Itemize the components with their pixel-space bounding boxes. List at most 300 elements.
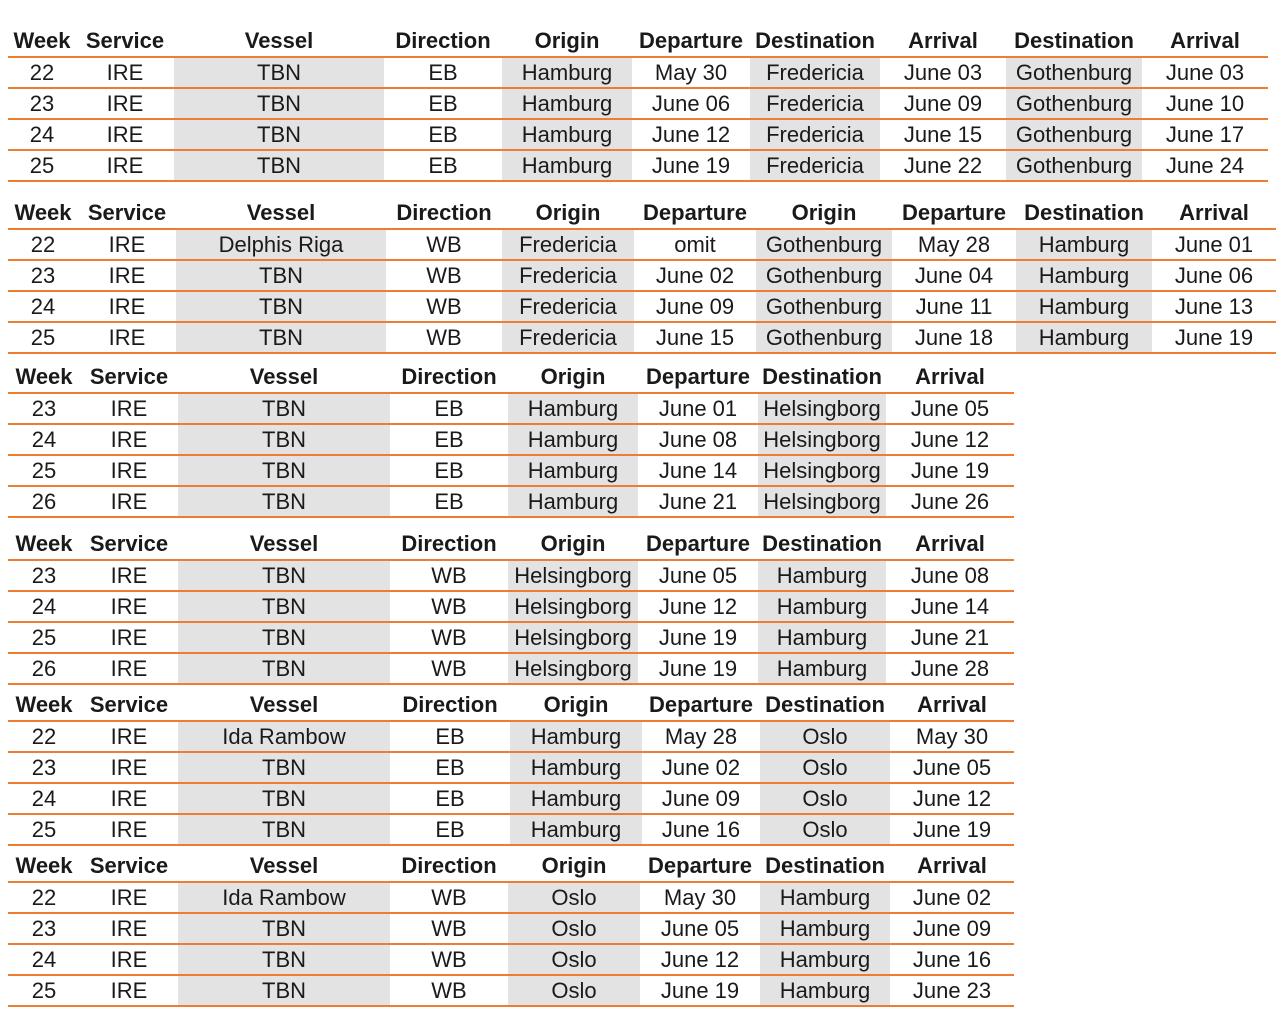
cell-origin: Fredericia <box>502 260 634 291</box>
column-header-service: Service <box>80 690 178 721</box>
table-row <box>8 486 1014 517</box>
cell-service: IRE <box>78 260 176 291</box>
cell-vessel: TBN <box>174 88 384 119</box>
cell-week: 26 <box>8 653 80 684</box>
cell-direction: EB <box>384 88 502 119</box>
column-header-week: Week <box>8 198 78 229</box>
cell-vessel: Ida Rambow <box>178 721 390 752</box>
cell-service: IRE <box>80 975 178 1006</box>
cell-direction: WB <box>390 653 508 684</box>
table-row <box>8 424 1014 455</box>
cell-arrival: June 19 <box>1152 322 1276 353</box>
schedule-grid <box>8 362 1014 518</box>
cell-arrival: June 12 <box>886 424 1014 455</box>
table-row <box>8 150 1268 181</box>
cell-arrival: June 23 <box>890 975 1014 1006</box>
cell-arrival: June 05 <box>886 393 1014 424</box>
cell-destination: Hamburg <box>1016 260 1152 291</box>
cell-origin: Helsingborg <box>508 653 638 684</box>
cell-origin: Oslo <box>508 975 640 1006</box>
cell-service: IRE <box>80 622 178 653</box>
cell-arrival: June 26 <box>886 486 1014 517</box>
cell-week: 23 <box>8 393 80 424</box>
column-header-direction: Direction <box>390 851 508 882</box>
schedule-table-4 <box>8 529 1014 685</box>
cell-vessel: TBN <box>176 322 386 353</box>
cell-direction: WB <box>390 591 508 622</box>
cell-vessel: TBN <box>178 393 390 424</box>
cell-vessel: TBN <box>178 622 390 653</box>
table-row <box>8 913 1014 944</box>
cell-origin: Hamburg <box>502 57 632 88</box>
cell-week: 22 <box>8 721 80 752</box>
cell-departure: June 19 <box>638 653 758 684</box>
cell-departure: June 05 <box>638 560 758 591</box>
cell-arrival: May 30 <box>890 721 1014 752</box>
cell-direction: EB <box>390 455 508 486</box>
schedule-grid <box>8 26 1268 182</box>
cell-arrival: June 22 <box>880 150 1006 181</box>
table-row <box>8 260 1276 291</box>
cell-direction: WB <box>390 882 508 913</box>
cell-destination: Helsingborg <box>758 455 886 486</box>
column-header-direction: Direction <box>386 198 502 229</box>
cell-destination: Oslo <box>760 721 890 752</box>
column-header-direction: Direction <box>390 690 510 721</box>
cell-direction: WB <box>390 622 508 653</box>
header-row <box>8 26 1268 57</box>
table-row <box>8 752 1014 783</box>
column-header-departure: Departure <box>638 362 758 393</box>
column-header-destination: Destination <box>760 690 890 721</box>
cell-direction: EB <box>384 150 502 181</box>
cell-direction: EB <box>384 119 502 150</box>
cell-vessel: TBN <box>178 591 390 622</box>
cell-vessel: TBN <box>178 486 390 517</box>
cell-arrival: June 01 <box>1152 229 1276 260</box>
cell-departure: June 11 <box>892 291 1016 322</box>
table-row <box>8 560 1014 591</box>
cell-week: 24 <box>8 291 78 322</box>
cell-destination: Helsingborg <box>758 393 886 424</box>
column-header-vessel: Vessel <box>176 198 386 229</box>
cell-destination: Hamburg <box>758 653 886 684</box>
cell-origin: Hamburg <box>510 783 642 814</box>
cell-departure: June 21 <box>638 486 758 517</box>
column-header-destination: Destination <box>758 362 886 393</box>
cell-departure: June 18 <box>892 322 1016 353</box>
cell-week: 24 <box>8 424 80 455</box>
schedule-table-2 <box>8 198 1276 354</box>
cell-week: 25 <box>8 622 80 653</box>
table-row <box>8 119 1268 150</box>
column-header-week: Week <box>8 529 80 560</box>
cell-service: IRE <box>78 322 176 353</box>
cell-departure: June 08 <box>638 424 758 455</box>
column-header-arrival: Arrival <box>1142 26 1268 57</box>
table-row <box>8 591 1014 622</box>
cell-vessel: TBN <box>178 424 390 455</box>
schedule-table-5 <box>8 690 1014 846</box>
column-header-week: Week <box>8 690 80 721</box>
column-header-departure: Departure <box>892 198 1016 229</box>
column-header-arrival: Arrival <box>890 851 1014 882</box>
cell-arrival: June 02 <box>890 882 1014 913</box>
column-header-origin: Origin <box>510 690 642 721</box>
cell-origin: Gothenburg <box>756 322 892 353</box>
cell-service: IRE <box>80 653 178 684</box>
cell-origin: Hamburg <box>502 150 632 181</box>
table-row <box>8 814 1014 845</box>
cell-departure: June 19 <box>640 975 760 1006</box>
cell-origin: Hamburg <box>510 721 642 752</box>
cell-vessel: TBN <box>178 913 390 944</box>
cell-direction: WB <box>390 913 508 944</box>
cell-week: 25 <box>8 814 80 845</box>
cell-direction: EB <box>390 814 510 845</box>
schedule-table-6 <box>8 851 1014 1007</box>
cell-direction: EB <box>390 424 508 455</box>
cell-direction: WB <box>390 944 508 975</box>
column-header-vessel: Vessel <box>174 26 384 57</box>
cell-service: IRE <box>80 560 178 591</box>
cell-direction: WB <box>386 260 502 291</box>
cell-week: 22 <box>8 229 78 260</box>
table-row <box>8 291 1276 322</box>
cell-arrival: June 19 <box>890 814 1014 845</box>
column-header-vessel: Vessel <box>178 362 390 393</box>
cell-departure: June 01 <box>638 393 758 424</box>
cell-direction: WB <box>390 975 508 1006</box>
cell-arrival: June 15 <box>880 119 1006 150</box>
schedule-table-3 <box>8 362 1014 518</box>
header-row <box>8 529 1014 560</box>
table-row <box>8 944 1014 975</box>
cell-week: 23 <box>8 752 80 783</box>
cell-departure: June 12 <box>632 119 750 150</box>
cell-week: 25 <box>8 322 78 353</box>
cell-destination: Fredericia <box>750 119 880 150</box>
cell-arrival: June 05 <box>890 752 1014 783</box>
cell-departure: June 16 <box>642 814 760 845</box>
cell-destination: Helsingborg <box>758 424 886 455</box>
cell-week: 24 <box>8 783 80 814</box>
cell-direction: WB <box>390 560 508 591</box>
cell-arrival: June 19 <box>886 455 1014 486</box>
column-header-arrival: Arrival <box>886 529 1014 560</box>
cell-origin: Gothenburg <box>756 229 892 260</box>
cell-week: 23 <box>8 88 76 119</box>
table-row <box>8 455 1014 486</box>
cell-departure: June 14 <box>638 455 758 486</box>
cell-arrival: June 08 <box>886 560 1014 591</box>
cell-destination: Hamburg <box>758 622 886 653</box>
column-header-origin: Origin <box>508 851 640 882</box>
cell-week: 25 <box>8 150 76 181</box>
cell-destination: Fredericia <box>750 88 880 119</box>
cell-origin: Hamburg <box>508 486 638 517</box>
cell-origin: Hamburg <box>508 393 638 424</box>
cell-destination: Oslo <box>760 752 890 783</box>
cell-departure: June 12 <box>640 944 760 975</box>
cell-destination: Fredericia <box>750 57 880 88</box>
cell-service: IRE <box>76 150 174 181</box>
column-header-departure: Departure <box>642 690 760 721</box>
cell-departure: June 02 <box>634 260 756 291</box>
cell-origin: Fredericia <box>502 229 634 260</box>
column-header-week: Week <box>8 26 76 57</box>
cell-service: IRE <box>80 944 178 975</box>
cell-origin: Hamburg <box>508 424 638 455</box>
cell-origin: Helsingborg <box>508 622 638 653</box>
cell-direction: EB <box>390 752 510 783</box>
table-row <box>8 622 1014 653</box>
cell-week: 22 <box>8 57 76 88</box>
cell-service: IRE <box>80 486 178 517</box>
cell-origin: Hamburg <box>510 814 642 845</box>
cell-week: 23 <box>8 260 78 291</box>
column-header-arrival: Arrival <box>880 26 1006 57</box>
cell-service: IRE <box>80 882 178 913</box>
table-row <box>8 975 1014 1006</box>
cell-destination: Oslo <box>760 814 890 845</box>
cell-departure: May 28 <box>892 229 1016 260</box>
cell-departure: June 19 <box>638 622 758 653</box>
cell-direction: WB <box>386 291 502 322</box>
column-header-departure: Departure <box>640 851 760 882</box>
schedule-grid <box>8 198 1276 354</box>
cell-origin: Gothenburg <box>756 260 892 291</box>
cell-arrival: June 06 <box>1152 260 1276 291</box>
cell-origin: Oslo <box>508 913 640 944</box>
table-row <box>8 783 1014 814</box>
column-header-vessel: Vessel <box>178 851 390 882</box>
table-row <box>8 57 1268 88</box>
cell-arrival: June 09 <box>890 913 1014 944</box>
cell-vessel: TBN <box>176 291 386 322</box>
cell-arrival: June 13 <box>1152 291 1276 322</box>
column-header-arrival: Arrival <box>1152 198 1276 229</box>
cell-destination: Gothenburg <box>1006 150 1142 181</box>
cell-vessel: Ida Rambow <box>178 882 390 913</box>
cell-service: IRE <box>80 752 178 783</box>
cell-week: 23 <box>8 913 80 944</box>
cell-week: 22 <box>8 882 80 913</box>
cell-vessel: TBN <box>174 119 384 150</box>
cell-service: IRE <box>80 783 178 814</box>
column-header-vessel: Vessel <box>178 529 390 560</box>
cell-origin: Helsingborg <box>508 591 638 622</box>
column-header-direction: Direction <box>390 362 508 393</box>
column-header-direction: Direction <box>390 529 508 560</box>
cell-direction: EB <box>390 393 508 424</box>
column-header-destination: Destination <box>1016 198 1152 229</box>
cell-arrival: June 28 <box>886 653 1014 684</box>
cell-origin: Helsingborg <box>508 560 638 591</box>
cell-vessel: TBN <box>174 150 384 181</box>
column-header-service: Service <box>80 529 178 560</box>
column-header-week: Week <box>8 362 80 393</box>
cell-service: IRE <box>80 721 178 752</box>
table-row <box>8 653 1014 684</box>
column-header-origin: Origin <box>502 198 634 229</box>
schedule-grid <box>8 529 1014 685</box>
cell-vessel: TBN <box>174 57 384 88</box>
cell-departure: June 06 <box>632 88 750 119</box>
cell-arrival: June 17 <box>1142 119 1268 150</box>
cell-week: 26 <box>8 486 80 517</box>
cell-destination: Fredericia <box>750 150 880 181</box>
column-header-service: Service <box>78 198 176 229</box>
cell-arrival: June 14 <box>886 591 1014 622</box>
column-header-departure: Departure <box>632 26 750 57</box>
cell-arrival: June 12 <box>890 783 1014 814</box>
cell-direction: WB <box>386 229 502 260</box>
cell-origin: Fredericia <box>502 322 634 353</box>
schedule-table-1 <box>8 26 1268 182</box>
cell-vessel: TBN <box>178 975 390 1006</box>
cell-vessel: TBN <box>178 455 390 486</box>
cell-week: 23 <box>8 560 80 591</box>
cell-service: IRE <box>80 393 178 424</box>
cell-service: IRE <box>76 57 174 88</box>
cell-origin: Hamburg <box>510 752 642 783</box>
cell-destination: Hamburg <box>758 591 886 622</box>
header-row <box>8 362 1014 393</box>
cell-departure: June 15 <box>634 322 756 353</box>
column-header-service: Service <box>80 851 178 882</box>
cell-service: IRE <box>78 291 176 322</box>
column-header-departure: Departure <box>638 529 758 560</box>
column-header-week: Week <box>8 851 80 882</box>
cell-arrival: June 03 <box>1142 57 1268 88</box>
cell-week: 24 <box>8 944 80 975</box>
cell-origin: Oslo <box>508 882 640 913</box>
cell-service: IRE <box>80 913 178 944</box>
cell-vessel: Delphis Riga <box>176 229 386 260</box>
column-header-destination: Destination <box>758 529 886 560</box>
cell-vessel: TBN <box>178 560 390 591</box>
cell-destination: Hamburg <box>1016 291 1152 322</box>
cell-destination: Hamburg <box>760 944 890 975</box>
cell-origin: Hamburg <box>502 88 632 119</box>
cell-origin: Hamburg <box>502 119 632 150</box>
table-row <box>8 721 1014 752</box>
cell-service: IRE <box>76 119 174 150</box>
cell-destination: Helsingborg <box>758 486 886 517</box>
cell-arrival: June 10 <box>1142 88 1268 119</box>
cell-vessel: TBN <box>176 260 386 291</box>
table-row <box>8 229 1276 260</box>
cell-arrival: June 21 <box>886 622 1014 653</box>
cell-service: IRE <box>78 229 176 260</box>
cell-destination: Hamburg <box>1016 229 1152 260</box>
column-header-destination: Destination <box>1006 26 1142 57</box>
cell-departure: June 02 <box>642 752 760 783</box>
cell-destination: Gothenburg <box>1006 119 1142 150</box>
cell-origin: Hamburg <box>508 455 638 486</box>
cell-departure: May 30 <box>632 57 750 88</box>
column-header-origin: Origin <box>508 529 638 560</box>
cell-departure: May 30 <box>640 882 760 913</box>
cell-arrival: June 24 <box>1142 150 1268 181</box>
cell-departure: June 09 <box>634 291 756 322</box>
header-row <box>8 851 1014 882</box>
schedule-grid <box>8 690 1014 846</box>
cell-destination: Hamburg <box>760 882 890 913</box>
column-header-service: Service <box>76 26 174 57</box>
cell-week: 25 <box>8 455 80 486</box>
cell-direction: EB <box>390 721 510 752</box>
column-header-destination: Destination <box>750 26 880 57</box>
column-header-origin: Origin <box>508 362 638 393</box>
cell-destination: Hamburg <box>760 913 890 944</box>
column-header-departure: Departure <box>634 198 756 229</box>
table-row <box>8 882 1014 913</box>
cell-departure: June 09 <box>642 783 760 814</box>
cell-service: IRE <box>80 424 178 455</box>
cell-departure: June 04 <box>892 260 1016 291</box>
column-header-direction: Direction <box>384 26 502 57</box>
column-header-destination: Destination <box>760 851 890 882</box>
cell-departure: June 12 <box>638 591 758 622</box>
cell-departure: omit <box>634 229 756 260</box>
cell-week: 24 <box>8 591 80 622</box>
cell-vessel: TBN <box>178 783 390 814</box>
cell-direction: EB <box>384 57 502 88</box>
column-header-origin: Origin <box>502 26 632 57</box>
column-header-vessel: Vessel <box>178 690 390 721</box>
cell-destination: Gothenburg <box>1006 57 1142 88</box>
cell-service: IRE <box>80 814 178 845</box>
cell-arrival: June 16 <box>890 944 1014 975</box>
schedule-grid <box>8 851 1014 1007</box>
cell-destination: Hamburg <box>1016 322 1152 353</box>
cell-departure: June 19 <box>632 150 750 181</box>
cell-destination: Gothenburg <box>1006 88 1142 119</box>
header-row <box>8 690 1014 721</box>
cell-origin: Fredericia <box>502 291 634 322</box>
cell-vessel: TBN <box>178 814 390 845</box>
cell-arrival: June 09 <box>880 88 1006 119</box>
cell-destination: Oslo <box>760 783 890 814</box>
cell-service: IRE <box>76 88 174 119</box>
column-header-arrival: Arrival <box>886 362 1014 393</box>
cell-destination: Hamburg <box>760 975 890 1006</box>
cell-service: IRE <box>80 455 178 486</box>
cell-origin: Gothenburg <box>756 291 892 322</box>
cell-destination: Hamburg <box>758 560 886 591</box>
cell-vessel: TBN <box>178 653 390 684</box>
cell-vessel: TBN <box>178 944 390 975</box>
cell-direction: EB <box>390 783 510 814</box>
cell-direction: WB <box>386 322 502 353</box>
cell-departure: June 05 <box>640 913 760 944</box>
column-header-arrival: Arrival <box>890 690 1014 721</box>
table-row <box>8 88 1268 119</box>
table-row <box>8 322 1276 353</box>
cell-direction: EB <box>390 486 508 517</box>
cell-origin: Oslo <box>508 944 640 975</box>
cell-service: IRE <box>80 591 178 622</box>
table-row <box>8 393 1014 424</box>
cell-vessel: TBN <box>178 752 390 783</box>
cell-departure: May 28 <box>642 721 760 752</box>
header-row <box>8 198 1276 229</box>
column-header-origin: Origin <box>756 198 892 229</box>
cell-week: 24 <box>8 119 76 150</box>
column-header-service: Service <box>80 362 178 393</box>
